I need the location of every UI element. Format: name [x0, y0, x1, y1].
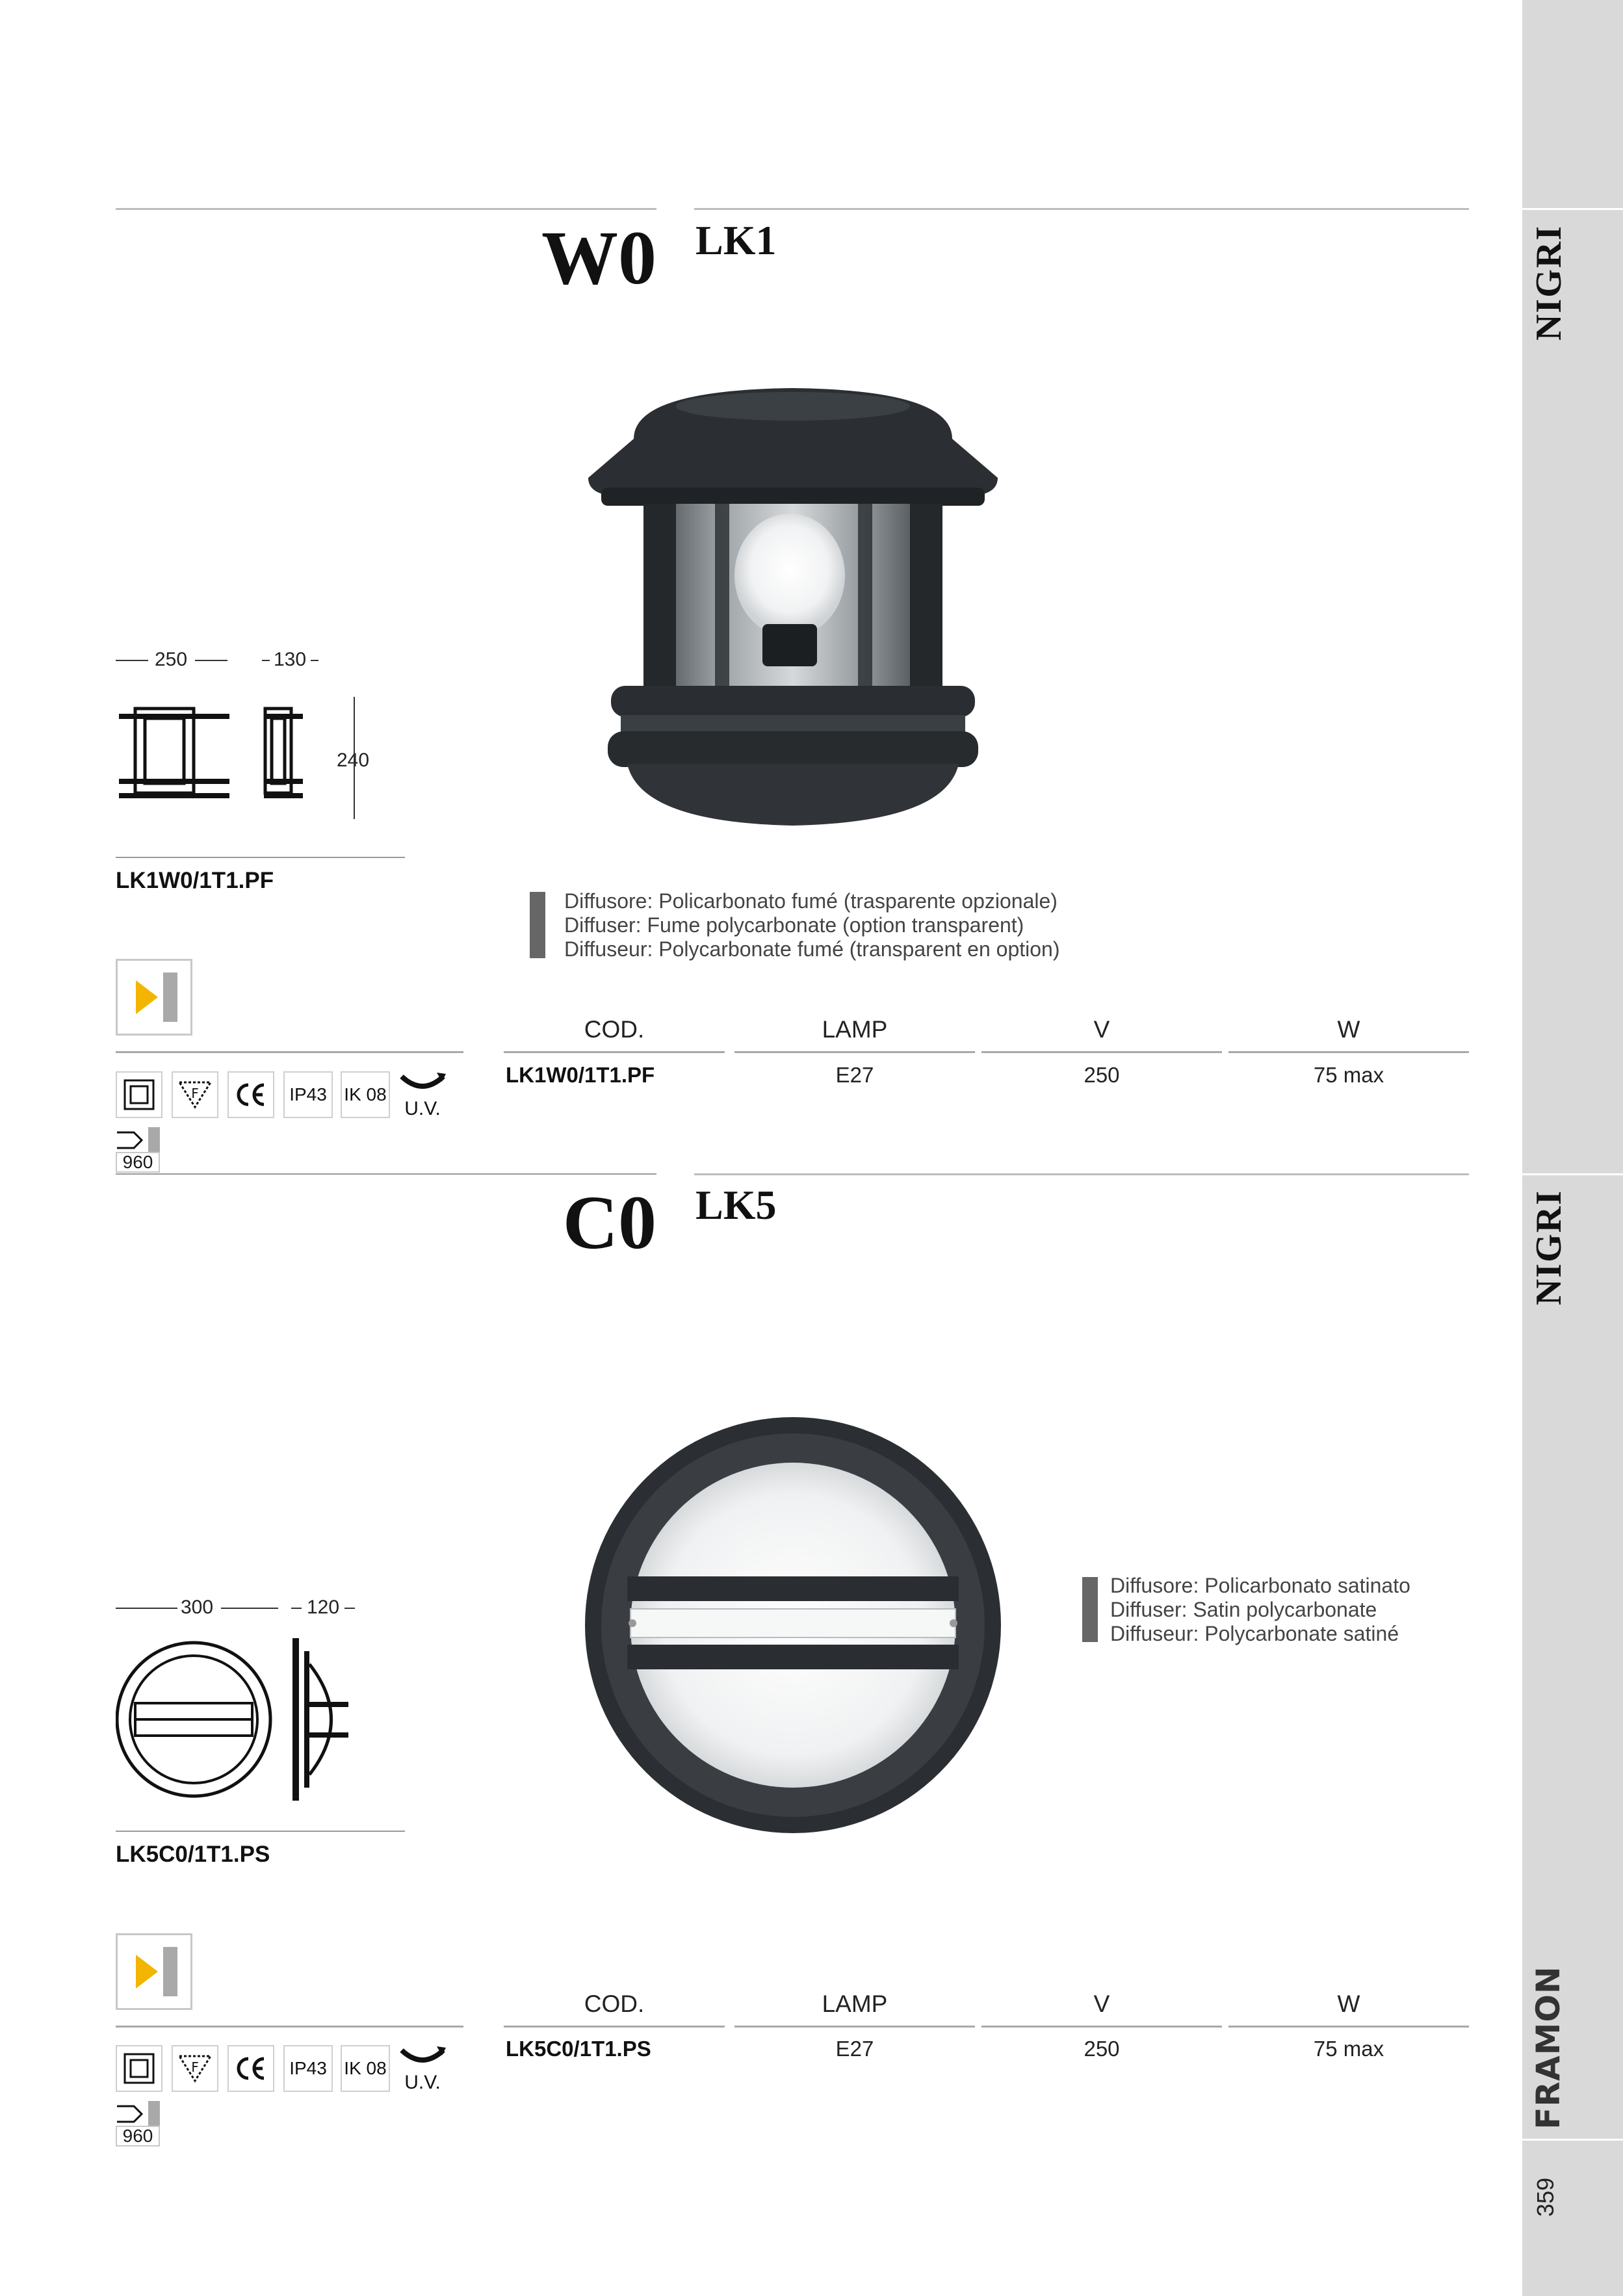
description-it: Diffusore: Policarbonato fumé (trasparente opzionale): [564, 889, 1058, 913]
ce-mark-icon: [227, 1071, 274, 1118]
product-code: LK1W0/1T1.PF: [116, 868, 274, 893]
table-rule: [504, 2026, 725, 2028]
double-insulation-icon: [116, 2045, 162, 2092]
description-marker: [530, 892, 545, 958]
glow-wire-value: 960: [116, 2126, 160, 2146]
uv-resistant-icon: [398, 2044, 447, 2093]
technical-drawing-lk1: [116, 696, 363, 819]
table-rule: [1228, 1051, 1469, 1053]
dimension-line: [311, 660, 318, 661]
table-header-watt: W: [1337, 1016, 1360, 1043]
dimension-line: [344, 1608, 355, 1609]
dimension-line: [116, 660, 148, 661]
table-header-watt: W: [1337, 1990, 1360, 2017]
table-cell-lamp: E27: [835, 2037, 874, 2061]
description-block: [1110, 1574, 1410, 1646]
ik-rating-badge: IK 08: [341, 1071, 390, 1118]
table-rule: [1228, 2026, 1469, 2028]
table-rule: [734, 1051, 975, 1053]
description-it: Diffusore: Policarbonato satinato: [1110, 1574, 1410, 1597]
uv-label: U.V.: [404, 1098, 441, 1119]
divider: [116, 1173, 656, 1175]
f-mark-icon: [172, 1071, 218, 1118]
installation-symbol: [116, 959, 192, 1036]
dimension-width: 250: [155, 649, 188, 670]
dimension-line: [291, 1608, 302, 1609]
table-rule: [981, 2026, 1222, 2028]
installation-symbol: [116, 1933, 192, 2010]
dimension-line: [195, 660, 227, 661]
glow-wire-icon: [116, 2100, 162, 2126]
model-name: LK5: [695, 1182, 777, 1228]
dimension-width: 300: [181, 1597, 214, 1618]
table-cell-code: LK5C0/1T1.PS: [506, 2037, 651, 2061]
technical-drawing-lk5: [116, 1638, 363, 1807]
table-cell-lamp: E27: [835, 1063, 874, 1087]
header-rule: [694, 208, 1469, 210]
table-rule: [116, 1051, 463, 1053]
table-header-code: COD.: [584, 1016, 645, 1043]
series-code: W0: [541, 215, 656, 300]
page-number: 359: [1532, 2177, 1559, 2217]
description-marker: [1082, 1577, 1098, 1642]
svg-text:F: F: [191, 1086, 199, 1101]
table-cell-watt: 75 max: [1313, 2037, 1384, 2061]
description-block: [564, 889, 1060, 961]
table-rule: [981, 1051, 1222, 1053]
dimension-line: [262, 660, 270, 661]
table-cell-volt: 250: [1084, 2037, 1120, 2061]
table-rule: [734, 2026, 975, 2028]
product-photo-lk1: [582, 380, 1004, 829]
table-rule: [116, 2026, 463, 2028]
double-insulation-icon: [116, 1071, 162, 1118]
glow-wire-value: 960: [116, 1152, 160, 1173]
dimension-line: [116, 1608, 177, 1609]
sidebar-brand-label: NIGRI: [1529, 1189, 1569, 1306]
ce-mark-icon: [227, 2045, 274, 2092]
table-cell-watt: 75 max: [1313, 1063, 1384, 1087]
dimension-line: [221, 1608, 278, 1609]
svg-text:F: F: [191, 2059, 199, 2075]
f-mark-icon: [172, 2045, 218, 2092]
sidebar-brand-label: NIGRI: [1529, 224, 1569, 341]
table-header-volt: V: [1093, 1016, 1110, 1043]
table-cell-code: LK1W0/1T1.PF: [506, 1063, 655, 1087]
model-name: LK1: [695, 217, 777, 263]
product-code: LK5C0/1T1.PS: [116, 1842, 270, 1867]
description-en: Diffuser: Satin polycarbonate: [1110, 1598, 1377, 1621]
series-code: C0: [562, 1180, 656, 1265]
description-fr: Diffuseur: Polycarbonate fumé (transparent en option): [564, 937, 1060, 961]
table-cell-volt: 250: [1084, 1063, 1120, 1087]
description-en: Diffuser: Fume polycarbonate (option transparent): [564, 913, 1024, 937]
dimension-depth: 130: [274, 649, 307, 670]
divider: [116, 1831, 405, 1832]
ik-rating-badge: IK 08: [341, 2045, 390, 2092]
table-header-volt: V: [1093, 1990, 1110, 2017]
glow-wire-icon: [116, 1126, 162, 1152]
dimension-height: 240: [337, 750, 370, 771]
product-photo-lk5: [582, 1414, 1004, 1836]
ip-rating-badge: IP43: [283, 1071, 333, 1118]
header-rule: [116, 208, 656, 210]
description-fr: Diffuseur: Polycarbonate satiné: [1110, 1622, 1399, 1645]
table-header-code: COD.: [584, 1990, 645, 2017]
table-header-lamp: LAMP: [822, 1990, 888, 2017]
table-header-lamp: LAMP: [822, 1016, 888, 1043]
header-rule: [694, 1173, 1469, 1175]
uv-resistant-icon: [398, 1070, 447, 1119]
ip-rating-badge: IP43: [283, 2045, 333, 2092]
dimension-depth: 120: [307, 1597, 340, 1618]
framon-logo: FRAMON: [1529, 1966, 1567, 2130]
table-rule: [504, 1051, 725, 1053]
uv-label: U.V.: [404, 2072, 441, 2093]
divider: [116, 857, 405, 858]
